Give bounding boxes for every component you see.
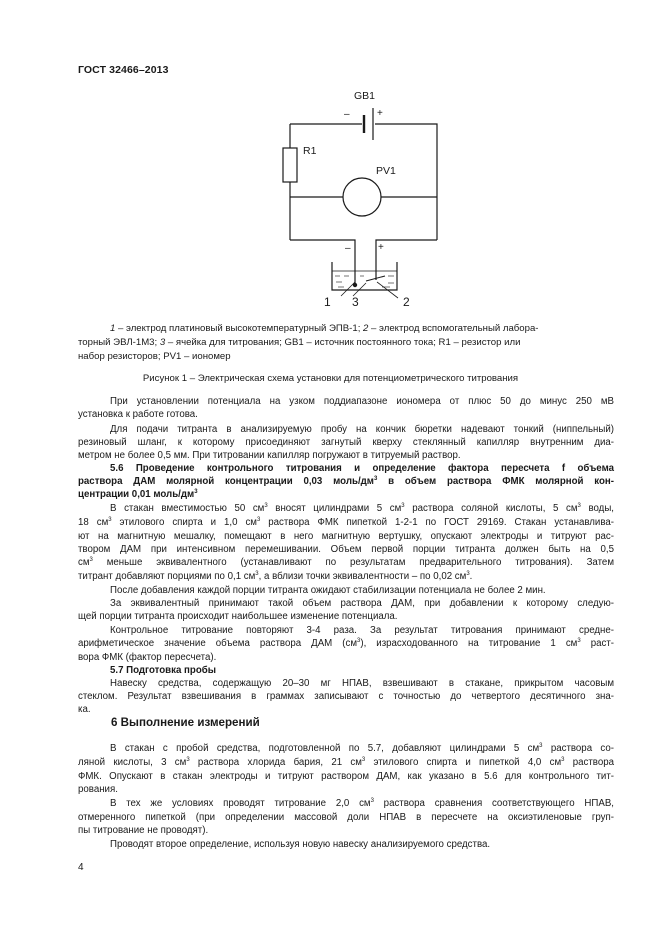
paragraph-line: резиновый шланг, к которому присоединяют загнутый кверху стеклянный капилляр внутренним диа- [78,437,614,448]
callout-line-1 [341,282,355,296]
callout-1-label: 1 [324,295,331,309]
paragraph-line: метром не более 0,5 мм. При титровании капилляр погружают в титруемый раствор. [78,450,461,461]
paragraph-line: отмеренного пипеткой (при определении массовой доли НПАВ в пересчете на оксиэтиленовые груп- [78,812,614,823]
resistor-label: R1 [303,145,317,157]
beaker [332,262,397,290]
callout-2-label: 2 [403,295,410,309]
paragraph-line: Контрольное титрование повторяют 3-4 раза. За результат титрования принимают средне- [110,625,614,636]
paragraph-line: При установлении потенциала на узком поддиапазоне иономера от плюс 50 до минус 250 мВ [110,396,614,407]
page-number: 4 [78,862,84,873]
section-6-heading: 6 Выполнение измерений [111,716,260,729]
document-code-header: ГОСТ 32466–2013 [78,64,169,76]
paragraph-line: Навеску средства, содержащую 20–30 мг НПАВ, взвешивают в стакане, прикрытом часовым [110,678,614,689]
section-5-7-heading: 5.7 Подготовка пробы [110,665,217,676]
paragraph-line: Проводят второе определение, используя новую навеску анализируемого средства. [110,839,491,850]
paragraph-line: установка к работе готова. [78,409,198,420]
paragraph-line: арифметическое значение объема раствора ДАМ $(см^3)$, израсходованного на титрование 1 $см^3$ раст- [78,638,614,649]
legend-line-1: 1 – электрод платиновый высокотемпературный ЭПВ-1; 2 – электрод вспомогательный лабора- [110,323,539,334]
paragraph-line: стеклом. Результат взвешивания в граммах записывают с точностью до четвертого десятичного зна- [78,691,614,702]
paragraph-line: За эквивалентный принимают такой объем раствора ДАМ, при добавлении к которому следую- [110,598,614,609]
paragraph-line: Для подачи титранта в анализируемую пробу на кончик бюретки надевают тонкий (ниппельный) [110,424,614,435]
resistor-r1 [283,148,297,182]
legend-line-3: набор резисторов; PV1 – иономер [78,351,231,362]
meter-label: PV1 [376,165,396,177]
electrode-minus-sign: – [345,243,351,254]
paragraph-line: В стакан с пробой средства, подготовленной по 5.7, добавляют цилиндрами 5 $см^3$ раствора со- [110,743,614,754]
wire-top-right [375,124,437,240]
paragraph-line: титрант добавляют порциями по 0,1 $см^3$, а вблизи точки эквивалентности – по 0,02 $см^3$. [78,571,473,582]
paragraph-line: рования. [78,784,118,795]
paragraph-line: щей порции титранта происходит наибольшее изменение потенциала. [78,611,398,622]
section-5-6-heading: 5.6 Проведение контрольного титрования и определение фактора пересчета f объема [110,463,614,474]
wire-bottom-right [376,240,437,268]
paragraph-line: ФМК. Опускают в стакан электроды и титруют раствором ДАМ, как указано в 5.6 для контрольного тит- [78,771,614,782]
paragraph-line: В тех же условиях проводят титрование 2,0 $см^3$ раствора сравнения соответствующего НПАВ, [110,798,614,809]
callout-3-label: 3 [352,295,359,309]
electrode-plus-sign: + [378,242,384,253]
figure-caption: Рисунок 1 – Электрическая схема установки для потенциометрического титрования [142,373,519,384]
battery-plus-sign: + [377,108,383,119]
paragraph-line: ляной кислоты, 3 $см^3$ раствора хлорида бария, 21 $см^3$ этилового спирта и пипеткой 4,0 $см^3$ раствора [78,757,614,768]
paragraph-line: пы титрование не проводят). [78,825,209,836]
battery-minus-sign: – [344,109,350,120]
battery-label: GB1 [354,90,376,102]
section-5-6-heading-line-3: центрации 0,01 моль/$дм^3$ [78,489,198,500]
electrode-1-tip [353,283,357,287]
paragraph-line: В стакан вместимостью 50 $см^3$ вносят цилиндрами 5 $см^3$ раствора соляной кислоты, 5 $см^3$ воды, [110,503,614,514]
paragraph-line: вора ФМК (фактор пересчета). [78,652,217,663]
legend-line-2: торный ЭВЛ-1М3; 3 – ячейка для титрования; GB1 – источник постоянного тока; R1 – резистор или [78,337,521,348]
paragraph-line: ка. [78,704,91,715]
section-5-6-heading-line-2: раствора ДАМ молярной концентрации 0,03 моль/$дм^3$ в объем раствора ФМК молярной кон- [78,476,614,487]
circuit-figure [0,0,661,330]
circuit-diagram [0,0,661,330]
paragraph-line: После добавления каждой порции титранта ожидают стабилизации потенциала не более 2 мин. [110,585,546,596]
meter-pv1 [343,178,381,216]
paragraph-line: $см^3$ меньше эквивалентного (устанавливают по результатам предварительного титрования). Затем [78,557,614,568]
paragraph-line: твором ДАМ при интенсивном перемешивании. Объем первой порции титранта должен быть на 0,5 [78,544,614,555]
paragraph-line: 18 $см^3$ этилового спирта и 1,0 $см^3$ раствора ФМК пипеткой 1-2-1 по ГОСТ 29169. Стакан устанавлива- [78,517,614,528]
paragraph-line: ют на магнитную мешалку, помещают в него магнитную вертушку, опускают электроды и титруют рас- [78,531,614,542]
